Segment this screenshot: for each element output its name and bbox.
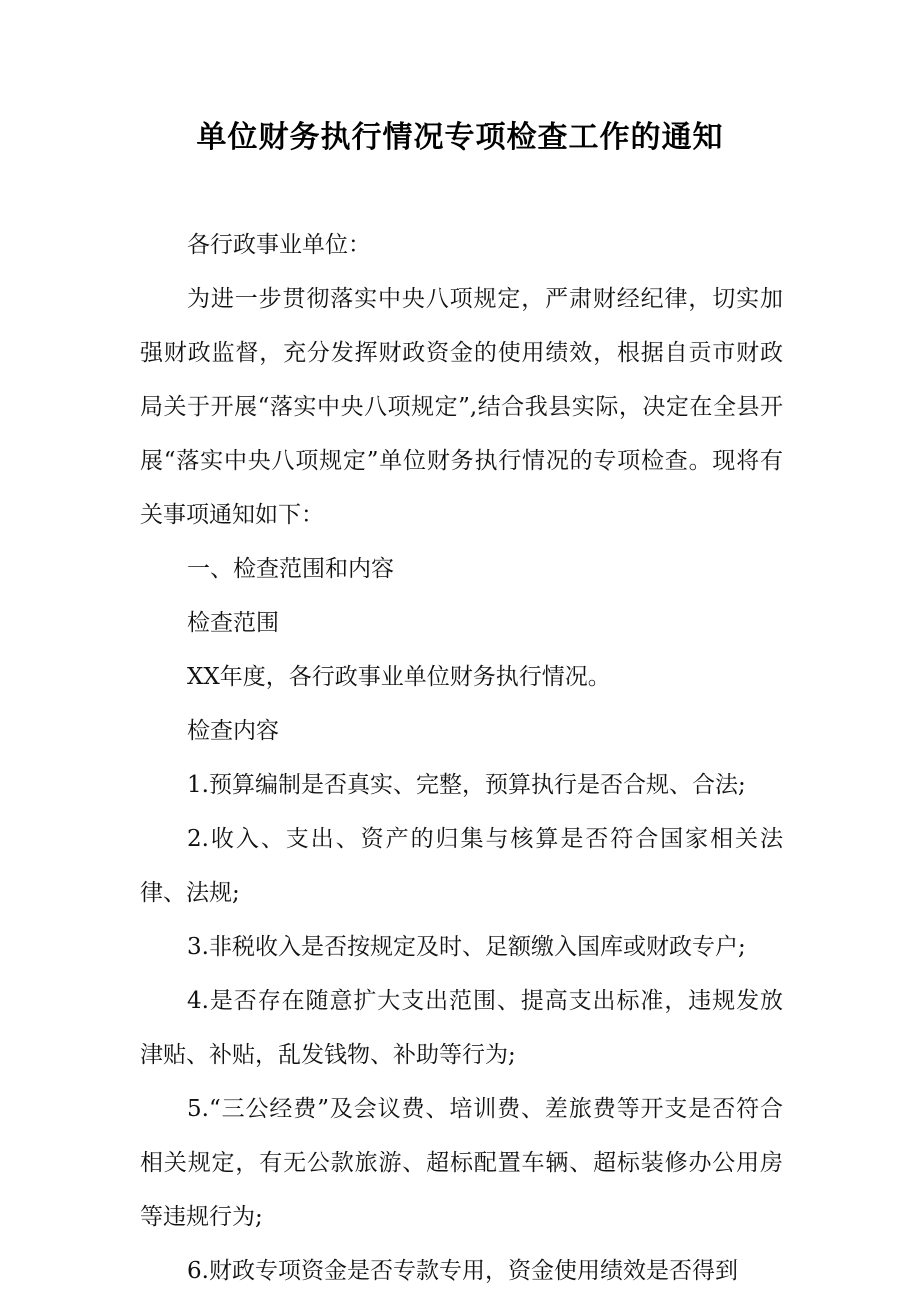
subheading-content: 检查内容	[187, 718, 279, 744]
paragraph-scope: XX年度，各行政事业单位财务执行情况。	[187, 664, 611, 690]
list-item-1: 1.预算编制是否真实、完整，预算执行是否合规、合法;	[187, 772, 746, 798]
section-heading-scope-content: 一、检查范围和内容	[187, 556, 394, 582]
list-item-6: 6.财政专项资金是否专款专用，资金使用绩效是否得到	[187, 1258, 738, 1284]
list-item-2: 2.收入、支出、资产的归集与核算是否符合国家相关法律、法规;	[140, 826, 783, 906]
paragraph-intro: 为进一步贯彻落实中央八项规定，严肃财经纪律，切实加强财政监督，充分发挥财政资金的使用绩效，根据自贡市财政局关于开展“落实中央八项规定”,结合我县实际，决定在全县开展“落实中央八项规定”单位财务执行情况的专项检查。现将有关事项通知如下：	[140, 286, 783, 528]
list-item-4: 4.是否存在随意扩大支出范围、提高支出标准，违规发放津贴、补贴，乱发钱物、补助等行为;	[140, 988, 783, 1068]
document-body	[140, 218, 783, 1298]
list-item-5: 5.“三公经费”及会议费、培训费、差旅费等开支是否符合相关规定，有无公款旅游、超标配置车辆、超标装修办公用房等违规行为;	[140, 1096, 783, 1230]
document-title: 单位财务执行情况专项检查工作的通知	[196, 120, 724, 155]
salutation: 各行政事业单位：	[187, 232, 371, 258]
list-item-3: 3.非税收入是否按规定及时、足额缴入国库或财政专户;	[187, 934, 746, 960]
subheading-scope: 检查范围	[187, 610, 279, 636]
